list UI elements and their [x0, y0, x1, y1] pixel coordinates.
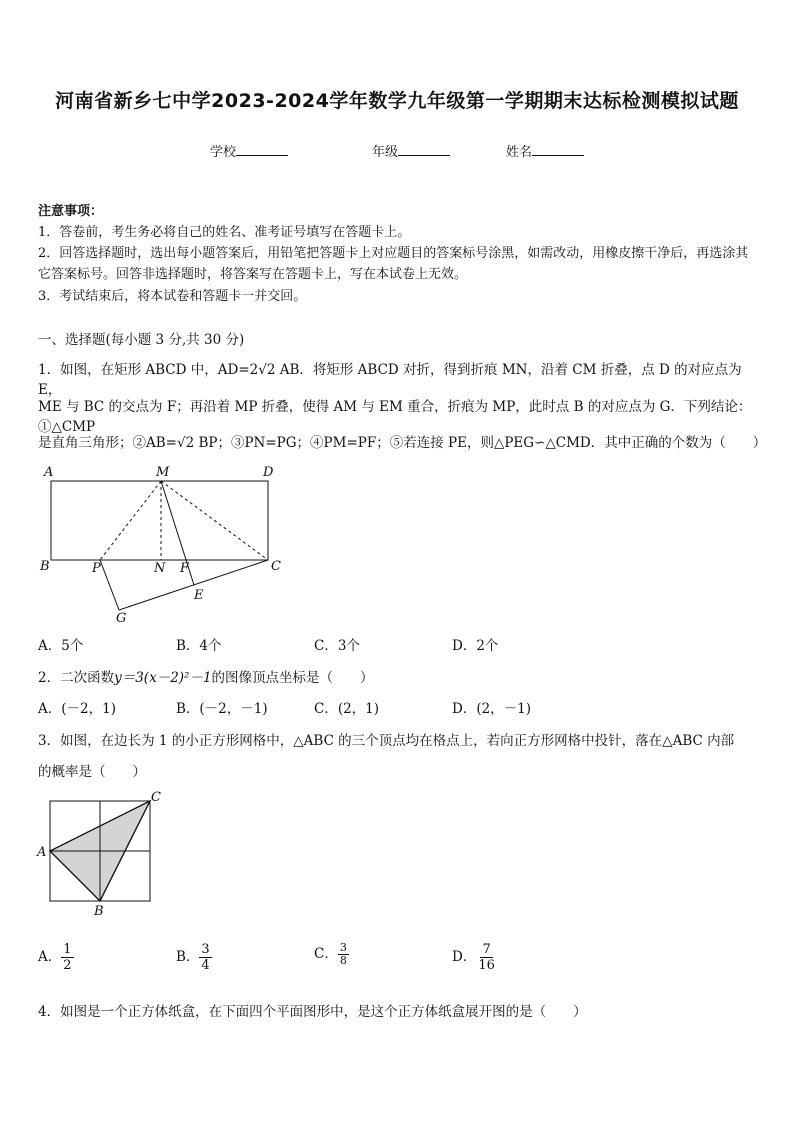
label-d: D: [263, 465, 274, 480]
q2-stem: 2．二次函数y＝3(x－2)²－1的图像顶点坐标是（ ）: [38, 670, 374, 686]
q1-option-d[interactable]: D．2个: [452, 638, 499, 654]
label-c: C: [271, 559, 281, 574]
q3-option-c[interactable]: C． $\frac{3}{8}$: [314, 941, 347, 967]
segment-pg: [100, 560, 119, 610]
q3-option-a[interactable]: A． $\frac{1}{2}$: [38, 942, 72, 973]
label-b: B: [94, 904, 104, 919]
q1-figure: [36, 460, 296, 625]
grade-field: 年级: [372, 141, 450, 160]
q1-line-1: 1．如图，在矩形 ABCD 中，AD=2√2 AB．将矩形 ABCD 对折，得到折痕 MN，沿着 CM 折叠，点 D 的对应点为 E，: [38, 362, 742, 398]
note-item-1: 1．答卷前，考生务必将自己的姓名、准考证号填写在答题卡上。: [38, 225, 411, 240]
note-item-2: 2．回答选择题时，选出每小题答案后，用铅笔把答题卡上对应题目的答案标号涂黑，如需改动，用橡皮擦干净后，再选涂其它答案标号。回答非选择题时，将答案写在答题卡上，写在本试卷上无效。: [38, 246, 749, 282]
notes-heading: 注意事项：: [38, 204, 104, 219]
label-e: E: [194, 588, 204, 603]
note-item-3: 3．考试结束后，将本试卷和答题卡一并交回。: [38, 289, 307, 304]
name-field: 姓名: [506, 141, 584, 160]
label-c: C: [151, 790, 161, 805]
q3-option-d[interactable]: D． $\frac{7}{16}$: [452, 942, 495, 973]
q2-option-b[interactable]: B．(－2，－1): [176, 701, 268, 717]
label-g: G: [116, 611, 127, 625]
q2-option-c[interactable]: C．(2，1): [314, 701, 380, 717]
q3-option-b[interactable]: B． $\frac{3}{4}$: [176, 942, 210, 973]
fold-mp: [100, 481, 161, 560]
segment-me: [161, 481, 194, 585]
label-p: P: [92, 561, 101, 576]
q1-option-b[interactable]: B．4个: [176, 638, 222, 654]
q1-option-a[interactable]: A．5个: [38, 638, 84, 654]
q2-formula: y＝3(x－2)²－1: [114, 670, 212, 686]
section-heading: 一、选择题(每小题 3 分,共 30 分): [38, 332, 245, 348]
q2-option-a[interactable]: A．(－2，1): [38, 701, 116, 717]
q1-line-3: 是直角三角形；②AB=√2 BP；③PN=PG；④PM=PF；⑤若连接 PE，则△PEG∽△CMD．其中正确的个数为（ ）: [38, 435, 767, 451]
q1-option-c[interactable]: C．3个: [314, 638, 360, 654]
q3-line-2: 的概率是（ ）: [38, 764, 146, 780]
q1-line-2: ME 与 BC 的交点为 F；再沿着 MP 折叠，使得 AM 与 EM 重合，折痕为 MP，此时点 B 的对应点为 G．下列结论：①△CMP: [38, 399, 752, 435]
q4-stem: 4．如图是一个正方体纸盒，在下面四个平面图形中，是这个正方体纸盒展开图的是（ ）: [38, 1004, 587, 1020]
label-b: B: [40, 559, 50, 574]
label-a: A: [44, 465, 54, 480]
label-n: N: [154, 561, 166, 576]
label-m: M: [156, 465, 170, 480]
q2-option-d[interactable]: D．(2，－1): [452, 701, 532, 717]
page-title: 河南省新乡七中学2023-2024学年数学九年级第一学期期末达标检测模拟试题: [55, 90, 739, 112]
school-field: 学校: [210, 141, 288, 160]
label-f: F: [180, 561, 190, 576]
label-a: A: [37, 845, 47, 860]
fold-mc: [161, 481, 268, 560]
q3-figure: [34, 789, 174, 924]
q3-line-1: 3．如图，在边长为 1 的小正方形网格中，△ABC 的三个顶点均在格点上，若向正方形网格中投针，落在△ABC 内部: [38, 733, 735, 749]
rectangle-abcd: [51, 481, 268, 560]
